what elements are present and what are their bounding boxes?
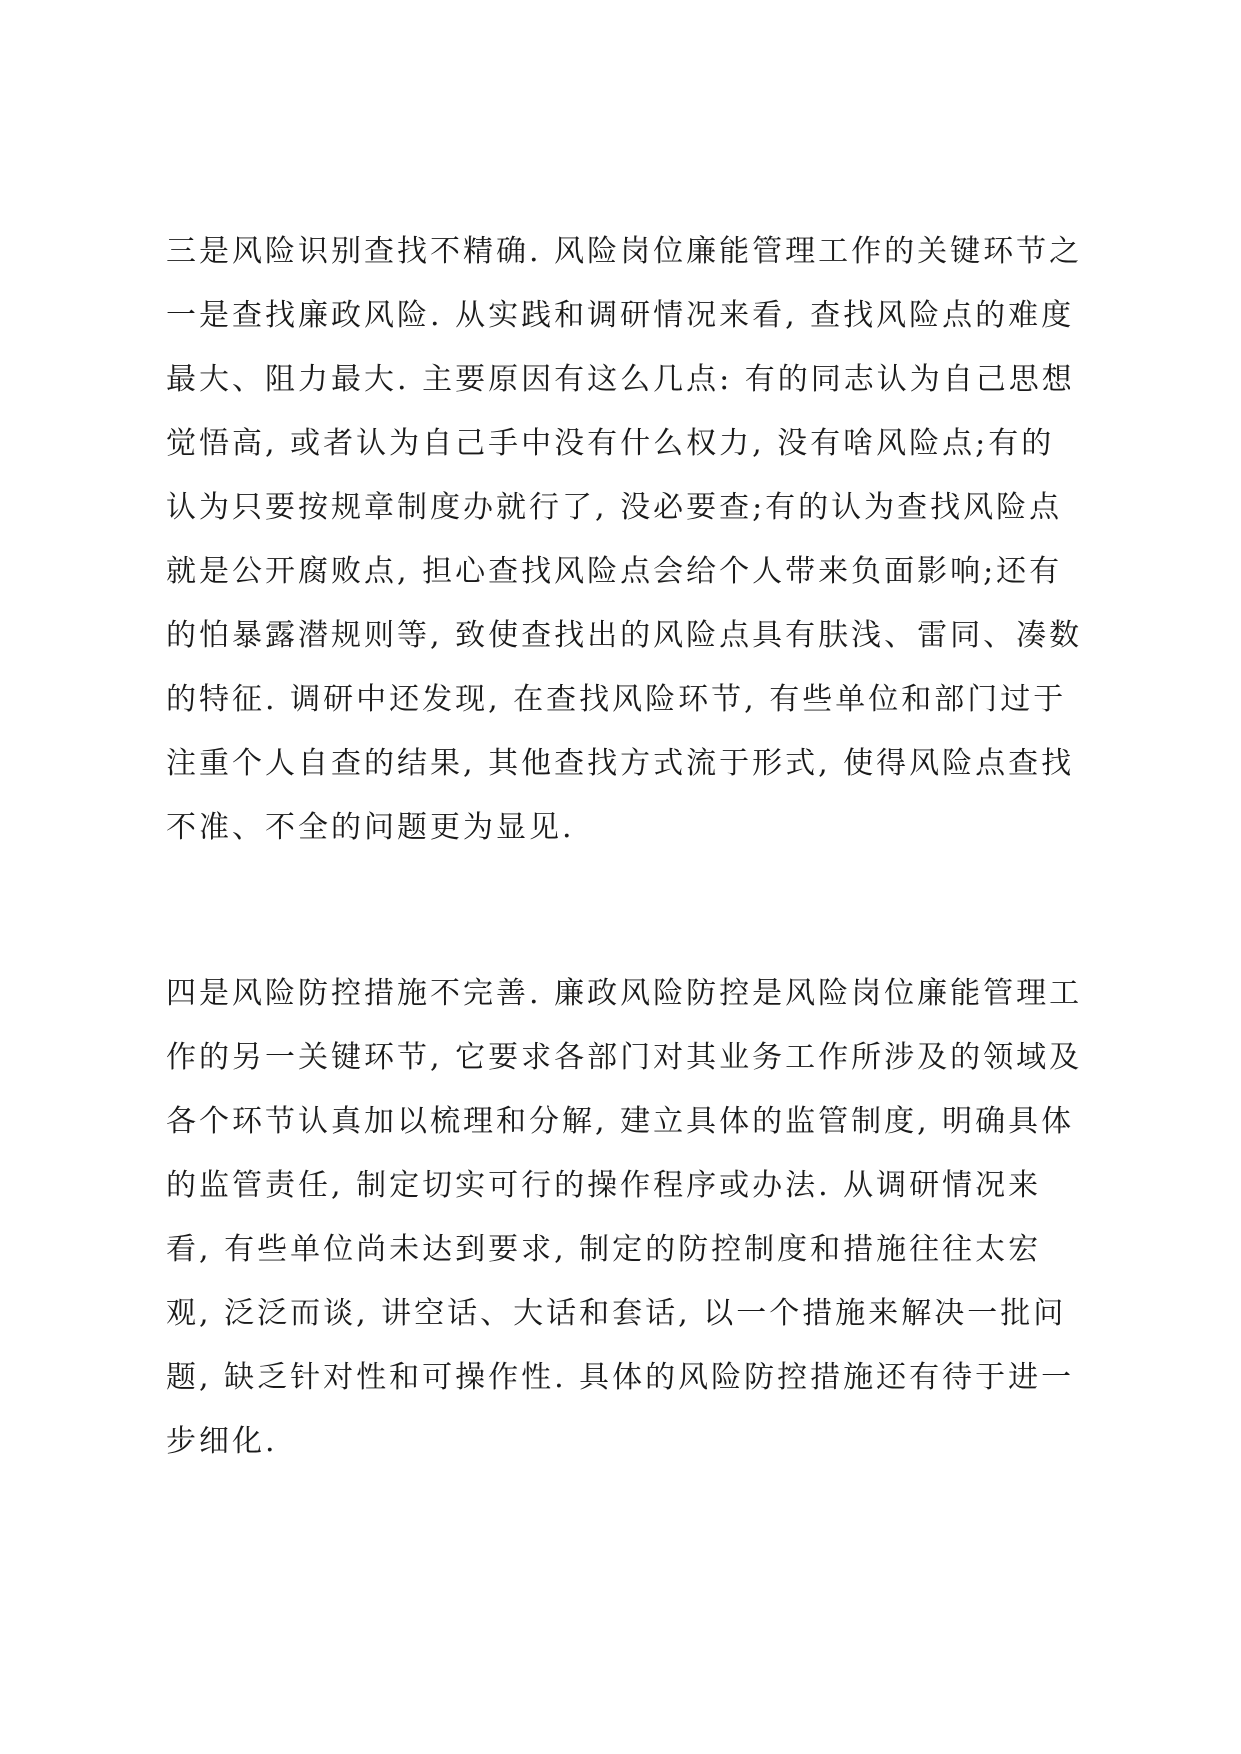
paragraph-line: 觉悟高, 或者认为自己手中没有什么权力, 没有啥风险点;有的 [166, 426, 1055, 461]
paragraph-line: 一是查找廉政风险. 从实践和调研情况来看, 查找风险点的难度 [166, 298, 1075, 333]
paragraph-line: 注重个人自查的结果, 其他查找方式流于形式, 使得风险点查找 [166, 746, 1075, 781]
paragraph-line: 的特征. 调研中还发现, 在查找风险环节, 有些单位和部门过于 [166, 682, 1067, 717]
paragraph-line: 作的另一关键环节, 它要求各部门对其业务工作所涉及的领域及 [166, 1040, 1083, 1075]
paragraph-line: 步细化. [166, 1424, 278, 1459]
paragraph-line: 的监管责任, 制定切实可行的操作程序或办法. 从调研情况来 [166, 1168, 1042, 1203]
paragraph-line: 不准、不全的问题更为显见. [166, 810, 575, 845]
paragraph-line: 看, 有些单位尚未达到要求, 制定的防控制度和措施往往太宏 [166, 1232, 1042, 1267]
paragraph-line: 就是公开腐败点, 担心查找风险点会给个人带来负面影响;还有 [166, 554, 1063, 589]
paragraph-spacer [166, 860, 1096, 962]
paragraph-risk-identification [166, 220, 1096, 860]
paragraph-line: 观, 泛泛而谈, 讲空话、大话和套话, 以一个措施来解决一批问 [166, 1296, 1067, 1331]
document-body [166, 220, 1096, 1474]
paragraph-risk-control-measures [166, 962, 1096, 1474]
paragraph-line: 认为只要按规章制度办就行了, 没必要查;有的认为查找风险点 [166, 490, 1063, 525]
paragraph-line: 各个环节认真加以梳理和分解, 建立具体的监管制度, 明确具体 [166, 1104, 1075, 1139]
paragraph-line: 的怕暴露潜规则等, 致使查找出的风险点具有肤浅、雷同、凑数 [166, 618, 1083, 653]
paragraph-line: 四是风险防控措施不完善. 廉政风险防控是风险岗位廉能管理工 [166, 976, 1083, 1011]
paragraph-line: 三是风险识别查找不精确. 风险岗位廉能管理工作的关键环节之 [166, 234, 1083, 269]
paragraph-line: 最大、阻力最大. 主要原因有这么几点: 有的同志认为自己思想 [166, 362, 1075, 397]
paragraph-line: 题, 缺乏针对性和可操作性. 具体的风险防控措施还有待于进一 [166, 1360, 1075, 1395]
